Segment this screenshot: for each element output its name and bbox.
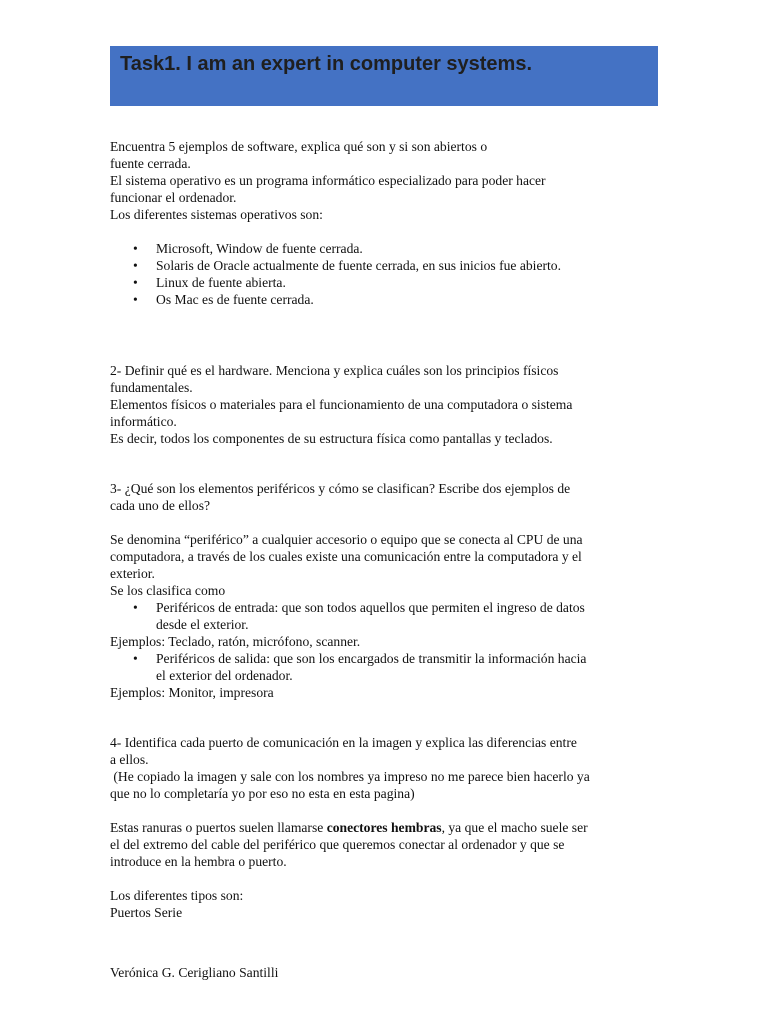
- question-1-line-1: Encuentra 5 ejemplos de software, explica qué son y si son abiertos o: [110, 139, 488, 154]
- question-3-line-2: cada uno de ellos?: [110, 498, 211, 513]
- page-title: Task1. I am an expert in computer systems.: [120, 53, 533, 75]
- answer-1-line-3: Los diferentes sistemas operativos son:: [110, 207, 323, 222]
- list-item-line: Periféricos de entrada: que son todos aquellos que permiten el ingreso de datos: [156, 600, 585, 615]
- answer-3-line-3: exterior.: [110, 566, 155, 581]
- question-3-line-1: 3- ¿Qué son los elementos periféricos y cómo se clasifican? Escribe dos ejemplos de: [110, 481, 571, 496]
- answer-1-line-2: funcionar el ordenador.: [110, 190, 237, 205]
- question-4-line-1: 4- Identifica cada puerto de comunicación en la imagen y explica las diferencias entre: [110, 735, 577, 750]
- answer-4-line-1: [110, 819, 658, 836]
- note-line-2: que no lo completaría yo por eso no esta en esta pagina): [110, 786, 415, 801]
- answer-3-line-1: Se denomina “periférico” a cualquier accesorio o equipo que se conecta al CPU de una: [110, 532, 583, 547]
- question-4-line-2: a ellos.: [110, 752, 149, 767]
- list-item: • Linux de fuente abierta.: [156, 274, 658, 291]
- list-item-line: Periféricos de salida: que son los encargados de transmitir la información hacia: [156, 651, 587, 666]
- answer-4-post: , ya que el macho suele ser: [441, 820, 588, 835]
- question-2-line-2: fundamentales.: [110, 380, 193, 395]
- examples-output: Ejemplos: Monitor, impresora: [110, 685, 274, 700]
- section-2: [110, 362, 640, 447]
- question-2-line-1: 2- Definir qué es el hardware. Menciona y explica cuáles son los principios físicos: [110, 363, 559, 378]
- note-line-1: (He copiado la imagen y sale con los nombres ya impreso no me parece bien hacerlo ya: [110, 769, 590, 784]
- footer-author: Verónica G. Cerigliano Santilli: [110, 965, 279, 980]
- input-peripherals-list: [110, 599, 650, 633]
- section-4: [110, 734, 658, 921]
- section-1: [110, 138, 658, 308]
- section-3: [110, 480, 650, 701]
- types-line-2: Puertos Serie: [110, 905, 183, 920]
- answer-2-line-1: Elementos físicos o materiales para el funcionamiento de una computadora o sistema: [110, 397, 573, 412]
- answer-3-line-2: computadora, a través de los cuales existe una comunicación entre la computadora y el: [110, 549, 582, 564]
- list-item: [156, 599, 650, 633]
- answer-4-line-2: el del extremo del cable del periférico que queremos conectar al ordenador y que se: [110, 837, 565, 852]
- answer-2-line-3: Es decir, todos los componentes de su estructura física como pantallas y teclados.: [110, 431, 553, 446]
- title-banner: [110, 46, 658, 106]
- list-item-line: el exterior del ordenador.: [156, 668, 293, 683]
- list-item: • Solaris de Oracle actualmente de fuente cerrada, en sus inicios fue abierto.: [156, 257, 658, 274]
- examples-input: Ejemplos: Teclado, ratón, micrófono, scanner.: [110, 634, 361, 649]
- answer-3-line-4: Se los clasifica como: [110, 583, 226, 598]
- list-item-line: desde el exterior.: [156, 617, 249, 632]
- list-item: • Microsoft, Window de fuente cerrada.: [156, 240, 658, 257]
- answer-1-line-1: El sistema operativo es un programa informático especializado para poder hacer: [110, 173, 546, 188]
- list-item: [156, 650, 650, 684]
- question-1-line-2: fuente cerrada.: [110, 156, 191, 171]
- os-list: [110, 240, 658, 308]
- list-item: • Os Mac es de fuente cerrada.: [156, 291, 658, 308]
- answer-4-pre: Estas ranuras o puertos suelen llamarse: [110, 820, 327, 835]
- output-peripherals-list: [110, 650, 650, 684]
- answer-4-line-3: introduce en la hembra o puerto.: [110, 854, 287, 869]
- types-line-1: Los diferentes tipos son:: [110, 888, 244, 903]
- answer-4-bold: conectores hembras: [326, 820, 442, 835]
- answer-2-line-2: informático.: [110, 414, 177, 429]
